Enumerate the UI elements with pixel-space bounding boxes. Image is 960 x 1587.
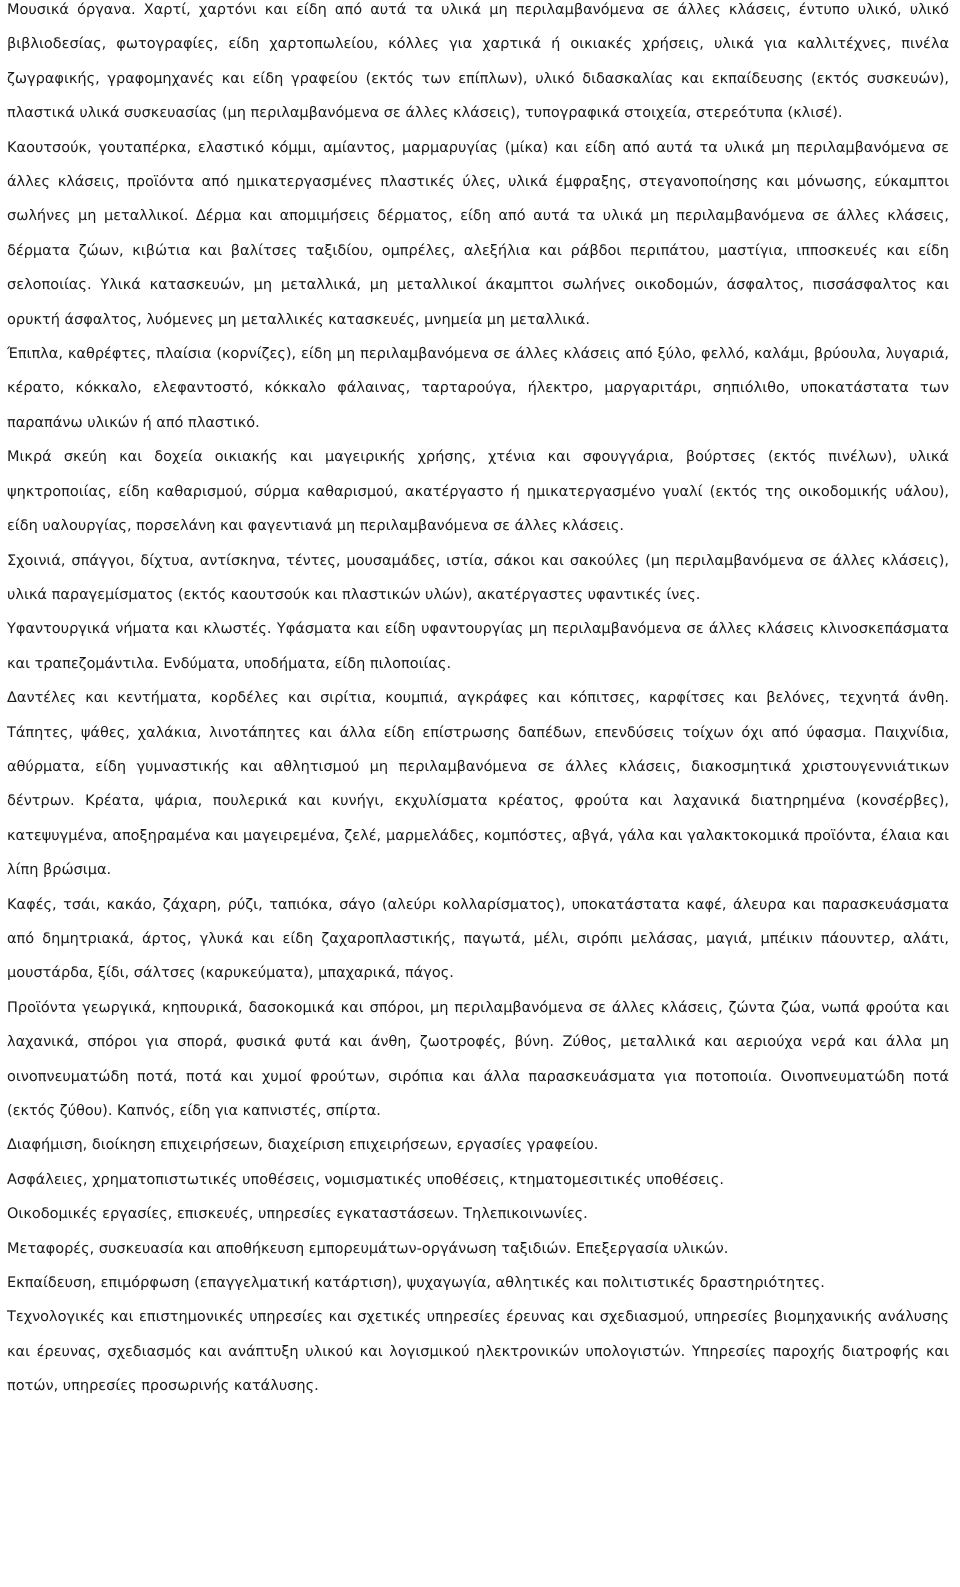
paragraph-ropes-nets: Σχοινιά, σπάγγοι, δίχτυα, αντίσκηνα, τέντες, μουσαμάδες, ιστία, σάκοι και σακούλες (μη περιλαμβανόμενα σε άλλες κλάσεις), υλικά παραγεμίσματος (εκτός καουτσούκ και πλαστικών υλών), ακατέργαστες υφαντικές ίνες. [7,552,949,603]
paragraph-furniture: Έπιπλα, καθρέφτες, πλαίσια (κορνίζες), είδη μη περιλαμβανόμενα σε άλλες κλάσεις από ξύλο, φελλό, καλάμι, βρύουλα, λυγαριά, κέρατο, κόκκαλο, ελεφαντοστό, κόκκαλο φάλαινας, ταρταρούγα, ήλεκτρο, μαργαριτάρι, σηπιόλιθο, υποκατάστατα των παραπάνω υλικών ή από πλαστικό. [7,346,949,431]
paragraph-musical-instruments-paper: Μουσικά όργανα. Χαρτί, χαρτόνι και είδη από αυτά τα υλικά μη περιλαμβανόμενα σε άλλες κλάσεις, έντυπο υλικό, υλικό βιβλιοδεσίας, φωτογραφίες, είδη χαρτοπωλείου, κόλλες για χαρτικά ή οικιακές χρήσεις, υλικά για καλλιτέχνες, πινέλα ζωγραφικής, γραφομηχανές και είδη γραφείου (εκτός των επίπλων), υλικό διδασκαλίας και εκπαίδευσης (εκτός συσκευών), πλαστικά υλικά συσκευασίας (μη περιλαμβανόμενα σε άλλες κλάσεις), τυπογραφικά στοιχεία, στερεότυπα (κλισέ). [7,2,949,122]
paragraph-construction-telecom: Οικοδομικές εργασίες, επισκευές, υπηρεσίες εγκαταστάσεων. Τηλεπικοινωνίες. [7,1206,588,1223]
paragraph-insurance-finance: Ασφάλειες, χρηματοπιστωτικές υποθέσεις, νομισματικές υποθέσεις, κτηματομεσιτικές υποθέσεις. [7,1171,724,1188]
paragraph-education-entertainment: Εκπαίδευση, επιμόρφωση (επαγγελματική κατάρτιση), ψυχαγωγία, αθλητικές και πολιτιστικές δραστηριότητες. [7,1275,825,1292]
paragraph-coffee-flour-spices: Καφές, τσάι, κακάο, ζάχαρη, ρύζι, ταπιόκα, σάγο (αλεύρι κολλαρίσματος), υποκατάστατα καφέ, άλευρα και παρασκευάσματα από δημητριακά, άρτος, γλυκά και είδη ζαχαροπλαστικής, παγωτά, μέλι, σιρόπι μελάσας, μαγιά, μπέικιν πάουντερ, αλάτι, μουστάρδα, ξίδι, σάλτσες (καρυκεύματα), μπαχαρικά, πάγος. [7,896,949,982]
paragraph-household-utensils: Μικρά σκεύη και δοχεία οικιακής και μαγειρικής χρήσης, χτένια και σφουγγάρια, βούρτσες (εκτός πινέλων), υλικά ψηκτροποιίας, είδη καθαρισμού, σύρμα καθαρισμού, ακατέργαστο ή ημικατεργασμένο γυαλί (εκτός της οικοδομικής υάλου), είδη υαλουργίας, πορσελάνη και φαγεντιανά μη περιλαμβανόμενα σε άλλες κλάσεις. [7,449,949,535]
paragraph-advertising-business: Διαφήμιση, διοίκηση επιχειρήσεων, διαχείριση επιχειρήσεων, εργασίες γραφείου. [7,1137,599,1154]
paragraph-agriculture-beverages-tobacco: Προϊόντα γεωργικά, κηπουρικά, δασοκομικά και σπόροι, μη περιλαμβανόμενα σε άλλες κλάσεις, ζώντα ζώα, νωπά φρούτα και λαχανικά, σπόροι για σπορά, φυσικά φυτά και άνθη, ζωοτροφές, βύνη. Ζύθος, μεταλλικά και αεριούχα νερά και άλλα μη οινοπνευματώδη ποτά, ποτά και χυμοί φρούτων, σιρόπια και άλλα παρασκευάσματα για ποτοποιία. Οινοπνευματώδη ποτά (εκτός ζύθου). Καπνός, είδη για καπνιστές, σπίρτα. [7,999,949,1119]
paragraph-yarns-textiles-clothing: Υφαντουργικά νήματα και κλωστές. Υφάσματα και είδη υφαντουργίας μη περιλαμβανόμενα σε άλλες κλάσεις κλινοσκεπάσματα και τραπεζομάντιλα. Ενδύματα, υποδήματα, είδη πιλοποιίας. [7,621,949,672]
paragraph-lace-carpets-games-foods: Δαντέλες και κεντήματα, κορδέλες και σιρίτια, κουμπιά, αγκράφες και κόπιτσες, καρφίτσες και βελόνες, τεχνητά άνθη. Τάπητες, ψάθες, χαλάκια, λινοτάπητες και άλλα είδη επίστρωσης δαπέδων, επενδύσεις τοίχων όχι από ύφασμα. Παιχνίδια, αθύρματα, είδη γυμναστικής και αθλητισμού μη περιλαμβανόμενα σε άλλες κλάσεις, διακοσμητικά χριστουγεννιάτικων δέντρων. Κρέατα, ψάρια, πουλερικά και κυνήγι, εκχυλίσματα κρέατος, φρούτα και λαχανικά διατηρημένα (κονσέρβες), κατεψυγμένα, αποξηραμένα και μαγειρεμένα, ζελέ, μαρμελάδες, κομπόστες, αβγά, γάλα και γαλακτοκομικά προϊόντα, έλαια και λίπη βρώσιμα. [7,690,949,879]
paragraph-scientific-services-hospitality: Τεχνολογικές και επιστημονικές υπηρεσίες και σχετικές υπηρεσίες έρευνας και σχεδιασμού, υπηρεσίες βιομηχανικής ανάλυσης και έρευνας, σχεδιασμός και ανάπτυξη υλικού και λογισμικού ηλεκτρονικών υπολογιστών. Υπηρεσίες παροχής διατροφής και ποτών, υπηρεσίες προσωρινής κατάλυσης. [7,1309,949,1395]
paragraph-transport-materials: Μεταφορές, συσκευασία και αποθήκευση εμπορευμάτων-οργάνωση ταξιδιών. Επεξεργασία υλικών. [7,1240,729,1257]
paragraph-rubber-leather-building-materials: Καουτσούκ, γουταπέρκα, ελαστικό κόμμι, αμίαντος, μαρμαρυγίας (μίκα) και είδη από αυτά τα υλικά μη περιλαμβανόμενα σε άλλες κλάσεις, προϊόντα από ημικατεργασμένες πλαστικές ύλες, υλικά έμφραξης, στεγανοποίησης και μόνωσης, εύκαμπτοι σωλήνες μη μεταλλικοί. Δέρμα και απομιμήσεις δέρματος, είδη από αυτά τα υλικά μη περιλαμβανόμενα σε άλλες κλάσεις, δέρματα ζώων, κιβώτια και βαλίτσες ταξιδίου, ομπρέλες, αλεξήλια και ράβδοι περιπάτου, μαστίγια, ιπποσκευές και είδη σελοποιίας. Υλικά κατασκευών, μη μεταλλικά, μη μεταλλικοί άκαμπτοι σωλήνες οικοδομών, άσφαλτος, πισσάσφαλτος και ορυκτή άσφαλτος, λυόμενες μη μεταλλικές κατασκευές, μνημεία μη μεταλλικά. [7,139,949,328]
